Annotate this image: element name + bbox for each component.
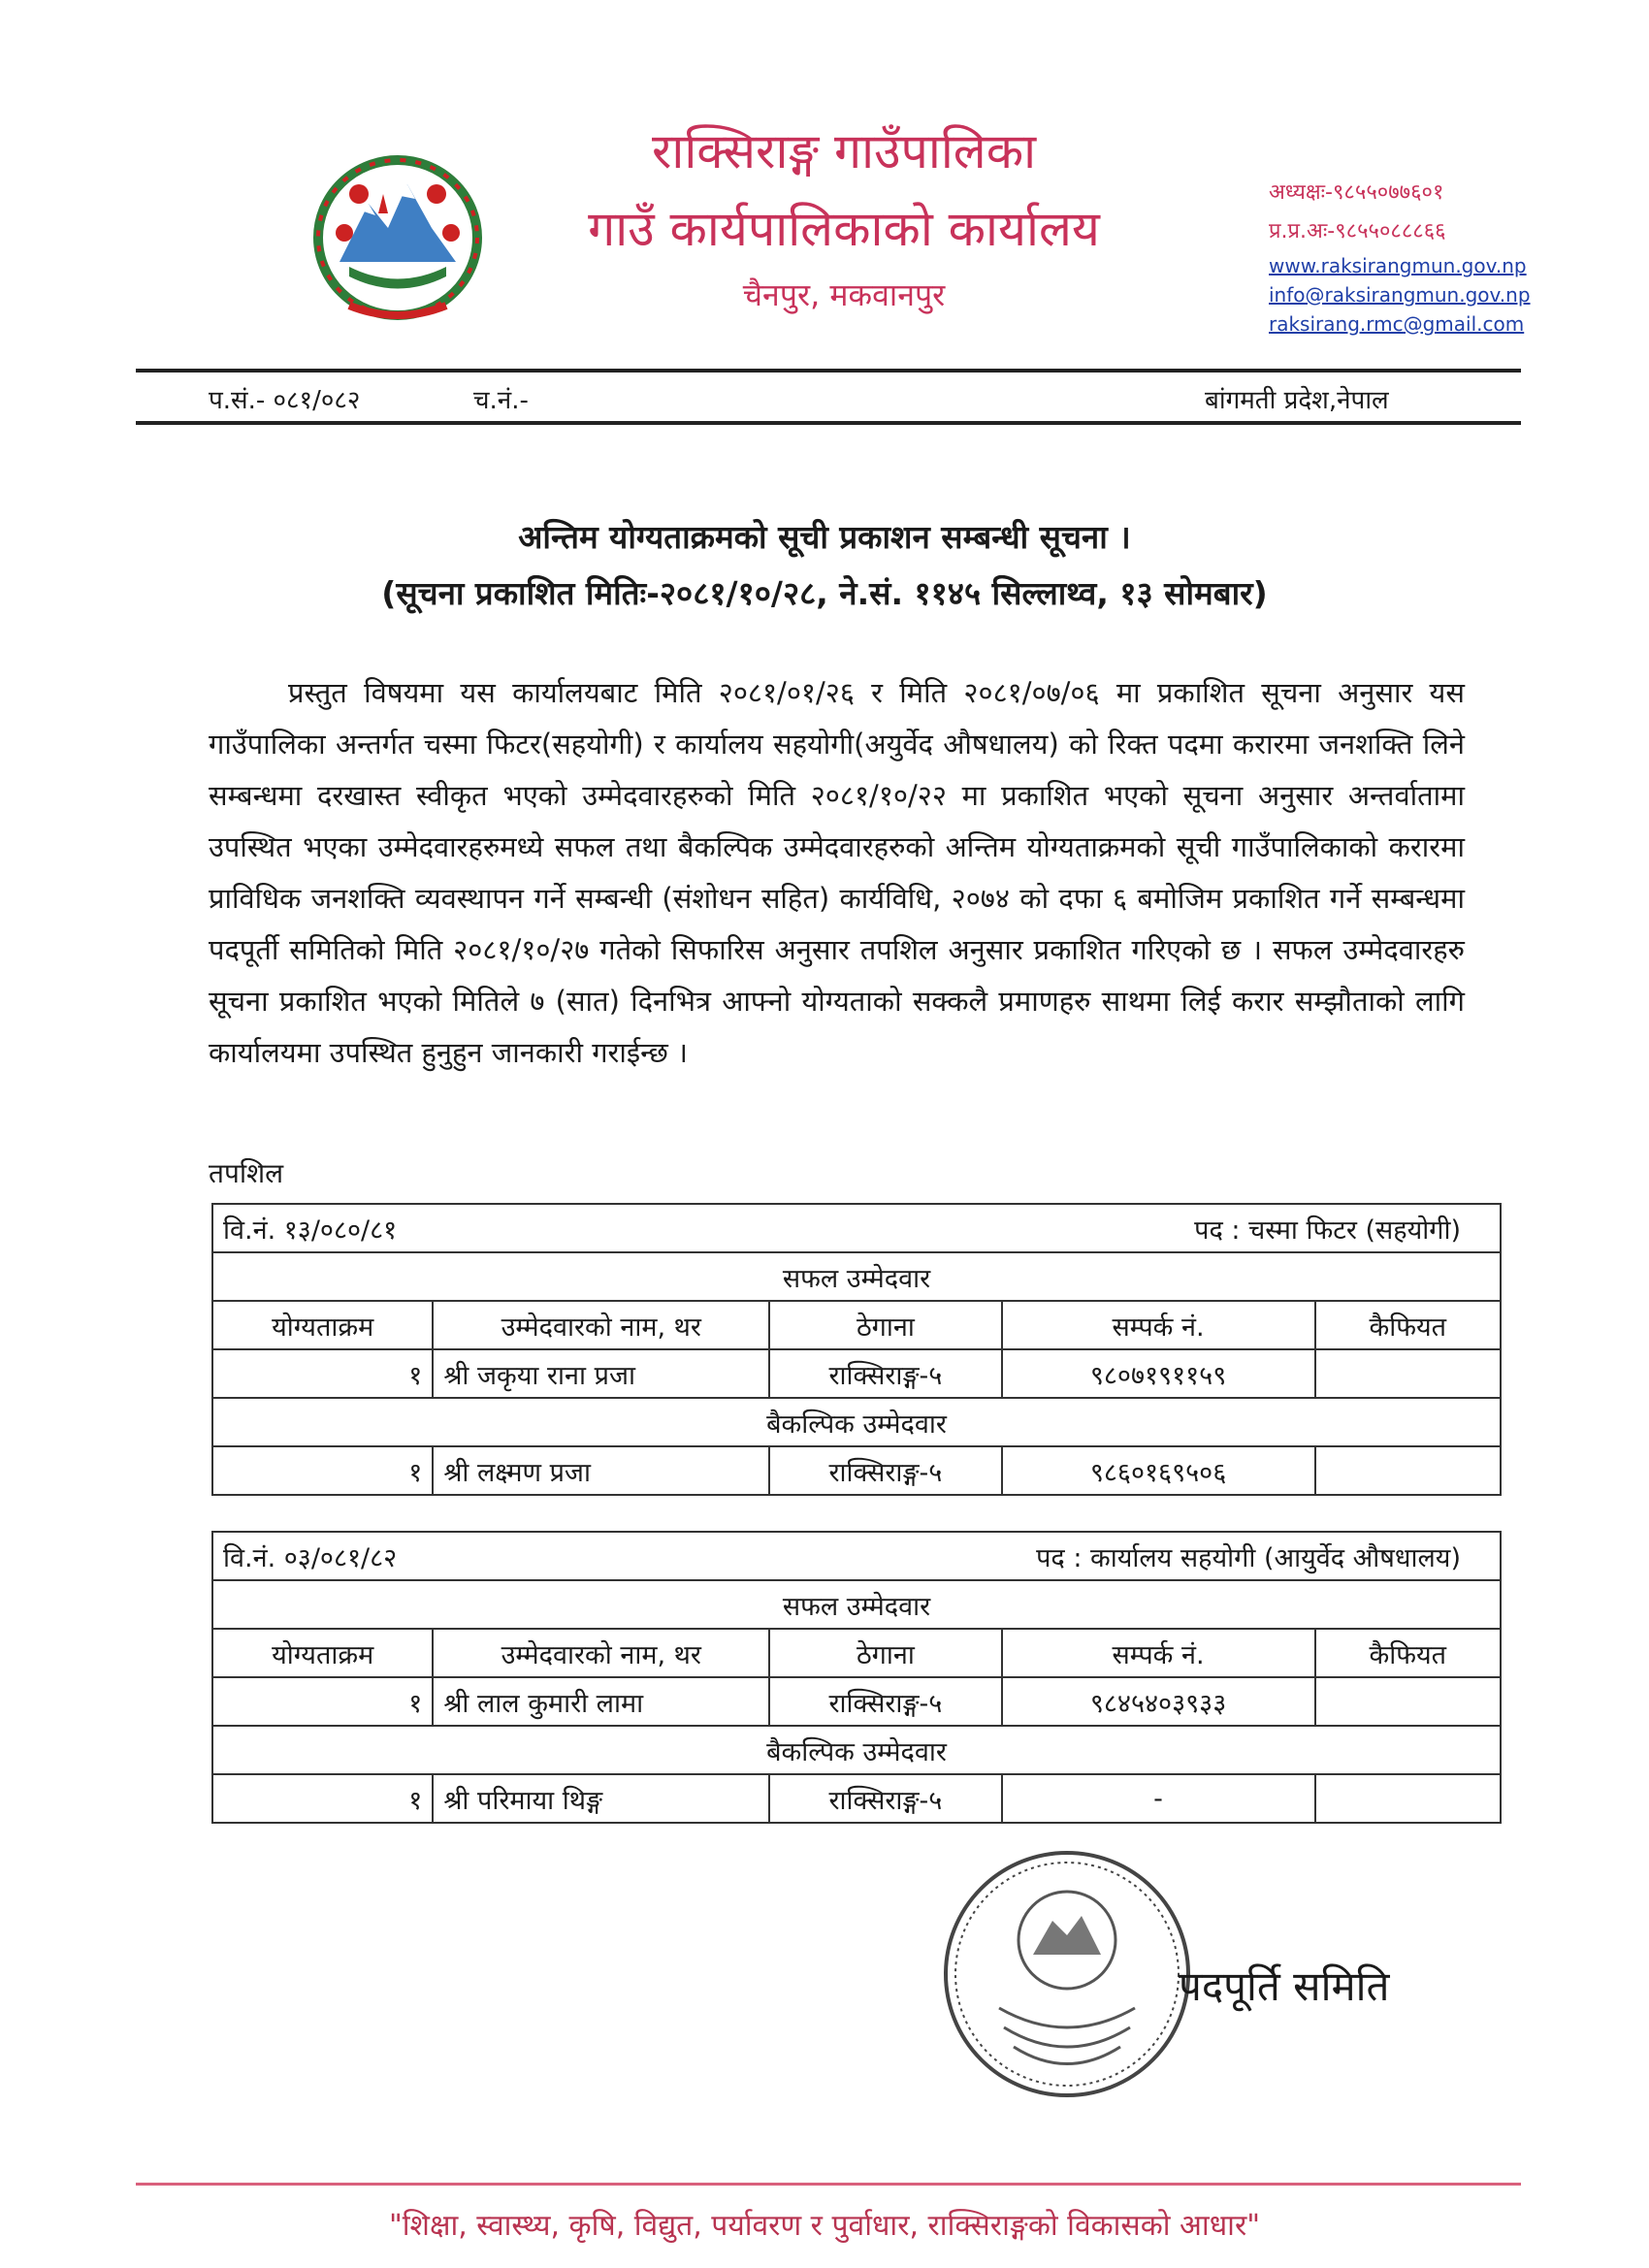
website-link[interactable]: www.raksirangmun.gov.np (1269, 254, 1527, 277)
chalan-number: च.नं.- (473, 386, 529, 415)
cell-remarks (1315, 1446, 1501, 1495)
results-table-2 (211, 1531, 1502, 1824)
schedule-label: तपशिल (209, 1157, 284, 1189)
col-contact: सम्पर्क नं. (1002, 1301, 1315, 1349)
ad-number: वि.नं. १३/०८०/८१ (223, 1215, 398, 1246)
table-header-bar (212, 1204, 1501, 1252)
cell-name: श्री लाल कुमारी लामा (433, 1677, 769, 1726)
col-name: उम्मेदवारको नाम, थर (433, 1301, 769, 1349)
cell-contact: - (1002, 1774, 1315, 1823)
cell-name: श्री जकृया राना प्रजा (433, 1349, 769, 1398)
email-link-gmail[interactable]: raksirang.rmc@gmail.com (1269, 312, 1525, 336)
cell-rank: १ (212, 1774, 433, 1823)
province: बांगमती प्रदेश,नेपाल (1205, 386, 1389, 415)
notice-subheading: (सूचना प्रकाशित मितिः-२०८१/१०/२८, ने.सं. ११४५ सिल्लाथ्व, १३ सोमबार) (381, 574, 1268, 612)
cell-name: श्री परिमाया थिङ्ग (433, 1774, 769, 1823)
post-title: पद : चस्मा फिटर (सहयोगी) (1194, 1215, 1461, 1246)
alternate-section-label: बैकल्पिक उम्मेदवार (212, 1398, 1501, 1446)
header-divider-bottom (136, 421, 1521, 425)
cell-contact: ९८०७१९११५९ (1002, 1349, 1315, 1398)
office-seal-icon (931, 1838, 1203, 2110)
cell-name: श्री लक्ष्मण प्रजा (433, 1446, 769, 1495)
col-contact: सम्पर्क नं. (1002, 1629, 1315, 1677)
col-name: उम्मेदवारको नाम, थर (433, 1629, 769, 1677)
table-row (212, 1677, 1501, 1726)
office-address: चैनपुर, मकवानपुर (742, 276, 946, 313)
cell-rank: १ (212, 1446, 433, 1495)
alternate-section-label: बैकल्पिक उम्मेदवार (212, 1726, 1501, 1774)
cell-remarks (1315, 1349, 1501, 1398)
cell-address: राक्सिराङ्ग-५ (769, 1349, 1001, 1398)
cell-remarks (1315, 1677, 1501, 1726)
col-remarks: कैफियत (1315, 1629, 1501, 1677)
notice-body: प्रस्तुत विषयमा यस कार्यालयबाट मिति २०८१/०१/२६ र मिति २०८१/०७/०६ मा प्रकाशित सूचना अनुसार यस गाउँपालिका अन्तर्गत चस्मा फिटर(सहयोगी) र कार्यालय सहयोगी(अयुर्वेद औषधालय) को रिक्त पदमा करारमा जनशक्ति लिने सम्बन्धमा दरखास्त स्वीकृत भएको उम्मेदवारहरुको मिति २०८१/१०/२२ मा प्रकाशित भएको सूचना अनुसार अन्तर्वातामा उपस्थित भएका उम्मेदवारहरुमध्ये सफल तथा बैकल्पिक उम्मेदवारहरुको अन्तिम योग्यताक्रमको सूची गाउँपालिकाको करारमा प्राविधिक जनशक्ति व्यवस्थापन गर्ने सम्बन्धी (संशोधन सहित) कार्यविधि, २०७४ को दफा ६ बमोजिम प्रकाशित गर्ने सम्बन्धमा पदपूर्ती समितिको मिति २०८१/१०/२७ गतेको सिफारिस अनुसार तपशिल अनुसार प्रकाशित गरिएको छ । सफल उम्मेदवारहरु सूचना प्रकाशित भएको मितिले ७ (सात) दिनभित्र आफ्नो योग्यताको सक्कलै प्रमाणहरु साथमा लिई करार सम्झौताको लागि कार्यालयमा उपस्थित हुनुहुन जानकारी गराईन्छ । (209, 676, 1465, 1069)
footer-motto: "शिक्षा, स्वास्थ्य, कृषि, विद्युत, पर्यावरण र पुर्वाधार, राक्सिराङ्गको विकासको आधार" (388, 2209, 1261, 2243)
cell-address: राक्सिराङ्ग-५ (769, 1774, 1001, 1823)
col-address: ठेगाना (769, 1629, 1001, 1677)
cell-remarks (1315, 1774, 1501, 1823)
office-name: गाउँ कार्यपालिकाको कार्यालय (588, 201, 1100, 257)
table-row (212, 1446, 1501, 1495)
notice-heading: अन्तिम योग्यताक्रमको सूची प्रकाशन सम्बन्धी सूचना । (518, 518, 1131, 556)
header-divider-top (136, 369, 1521, 373)
signatory-label: पदपूर्ति समिति (1179, 1962, 1390, 2010)
post-title: पद : कार्यालय सहयोगी (आयुर्वेद औषधालय) (1036, 1542, 1461, 1573)
cao-contact: प्र.प्र.अः-९८५५०८८८६६ (1269, 219, 1446, 243)
results-table-1 (211, 1203, 1502, 1496)
column-headers (212, 1629, 1501, 1677)
success-section-label: सफल उम्मेदवार (212, 1252, 1501, 1301)
cell-address: राक्सिराङ्ग-५ (769, 1677, 1001, 1726)
col-address: ठेगाना (769, 1301, 1001, 1349)
success-section-label: सफल उम्मेदवार (212, 1580, 1501, 1629)
table-row (212, 1774, 1501, 1823)
reference-number: प.सं.- ०८१/०८२ (209, 386, 361, 415)
table-row (212, 1349, 1501, 1398)
cell-address: राक्सिराङ्ग-५ (769, 1446, 1001, 1495)
cell-rank: १ (212, 1349, 433, 1398)
nepal-emblem-icon (310, 146, 485, 330)
table-header-bar (212, 1532, 1501, 1580)
chair-contact: अध्यक्षः-९८५५०७७६०१ (1269, 180, 1444, 205)
email-link-info[interactable]: info@raksirangmun.gov.np (1269, 283, 1531, 307)
col-rank: योग्यताक्रम (212, 1301, 433, 1349)
org-name: राक्सिराङ्ग गाउँपालिका (651, 123, 1037, 179)
ad-number: वि.नं. ०३/०८१/८२ (223, 1542, 398, 1573)
cell-rank: १ (212, 1677, 433, 1726)
cell-contact: ९८६०१६९५०६ (1002, 1446, 1315, 1495)
footer-divider (136, 2183, 1521, 2186)
cell-contact: ९८४५४०३९३३ (1002, 1677, 1315, 1726)
col-remarks: कैफियत (1315, 1301, 1501, 1349)
column-headers (212, 1301, 1501, 1349)
col-rank: योग्यताक्रम (212, 1629, 433, 1677)
